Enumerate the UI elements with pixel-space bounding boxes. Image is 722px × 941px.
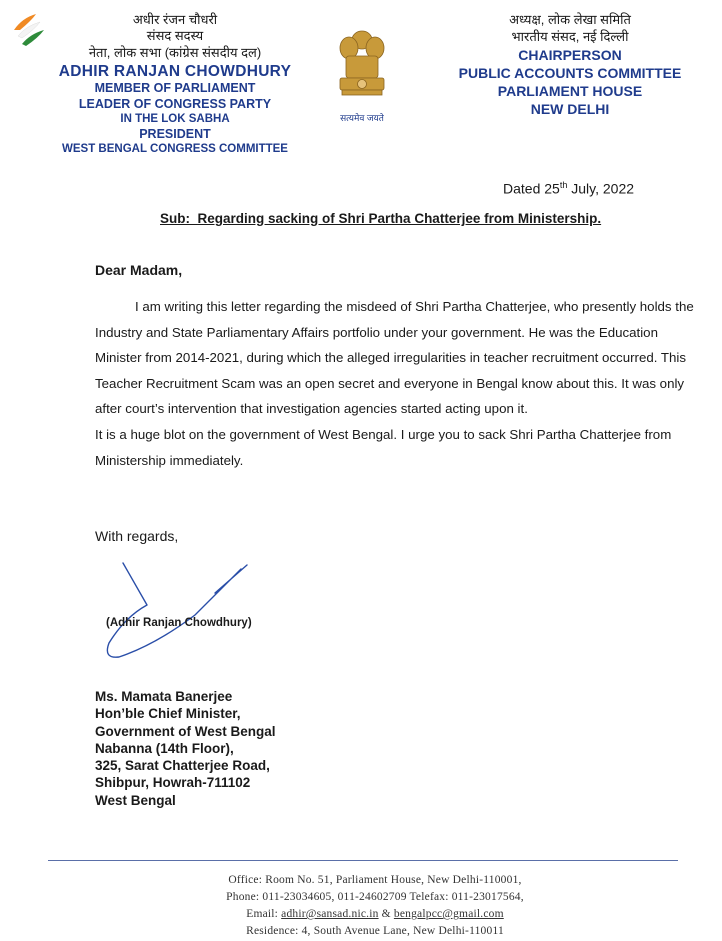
letterhead-right — [440, 12, 700, 119]
lion-capital-icon — [332, 24, 392, 108]
hindi-leader: नेता, लोक सभा (कांग्रेस संसदीय दल) — [88, 44, 262, 60]
footer-email: Email: adhir@sansad.nic.in & bengalpcc@gmail.com — [246, 908, 504, 920]
member-title: MEMBER OF PARLIAMENT — [94, 81, 256, 96]
recipient-address: Ms. Mamata Banerjee Hon’ble Chief Minister, Government of West Bengal Nabanna (14th Floor), 325, Sarat Chatterjee Road, Shibpur, Howrah-711102 West Bengal — [95, 689, 276, 808]
hindi-chair-title: अध्यक्ष, लोक लेखा समिति — [509, 12, 631, 27]
footer — [140, 872, 610, 940]
letter-date: Dated 25th July, 2022 — [503, 180, 635, 197]
hindi-name: अधीर रंजन चौधरी — [132, 12, 218, 27]
chairperson-title: CHAIRPERSON — [518, 46, 622, 63]
leader-house: IN THE LOK SABHA — [120, 113, 230, 126]
leader-title: LEADER OF CONGRESS PARTY — [78, 96, 272, 111]
body-paragraph-1: I am writing this letter regarding the misdeed of Shri Partha Chatterjee, who presently holds the Industry and State Parliamentary Affairs portfolio under your government. He was the Education Minister from 2014-2021, during which the alleged irregularities in teacher recruitment occurred. This Teacher Recruitment Scam was an open secret and everyone in Bengal know about this. It was only after court’s intervention that investigation agencies started acting upon it. — [95, 299, 694, 417]
committee-name: WEST BENGAL CONGRESS COMMITTEE — [62, 143, 288, 156]
salutation: Dear Madam, — [95, 262, 183, 278]
signatory-name: (Adhir Ranjan Chowdhury) — [106, 617, 252, 629]
signature — [95, 555, 255, 670]
emblem-motto: सत्यमेव जयते — [340, 113, 384, 123]
parliament-house: PARLIAMENT HOUSE — [497, 83, 643, 100]
footer-phone: Phone: 011-23034605, 011-24602709 Telefax: 011-23017564, — [226, 891, 524, 903]
national-emblem — [330, 24, 394, 124]
body-paragraph-2: It is a huge blot on the government of West Bengal. I urge you to sack Shri Partha Chatterjee from Ministership immediately. — [95, 426, 672, 468]
city: NEW DELHI — [530, 101, 610, 118]
footer-residence: Residence: 4, South Avenue Lane, New Delhi-110011 — [246, 925, 504, 937]
hindi-parliament: भारतीय संसद, नई दिल्ली — [511, 28, 629, 44]
footer-office: Office: Room No. 51, Parliament House, New Delhi-110001, — [228, 874, 522, 886]
letterhead-left — [40, 12, 310, 157]
email-link-1[interactable]: adhir@sansad.nic.in — [281, 908, 379, 920]
sender-name: ADHIR RANJAN CHOWDHURY — [58, 62, 292, 80]
president-title: PRESIDENT — [139, 126, 211, 141]
hindi-role: संसद सदस्य — [146, 28, 204, 44]
subject-line: Sub: Regarding sacking of Shri Partha Chatterjee from Ministership. — [160, 211, 602, 226]
pac-name: PUBLIC ACCOUNTS COMMITTEE — [458, 64, 682, 81]
closing: With regards, — [95, 528, 179, 544]
footer-divider — [48, 860, 678, 861]
letter-body — [95, 294, 707, 473]
email-link-2[interactable]: bengalpcc@gmail.com — [393, 908, 504, 920]
